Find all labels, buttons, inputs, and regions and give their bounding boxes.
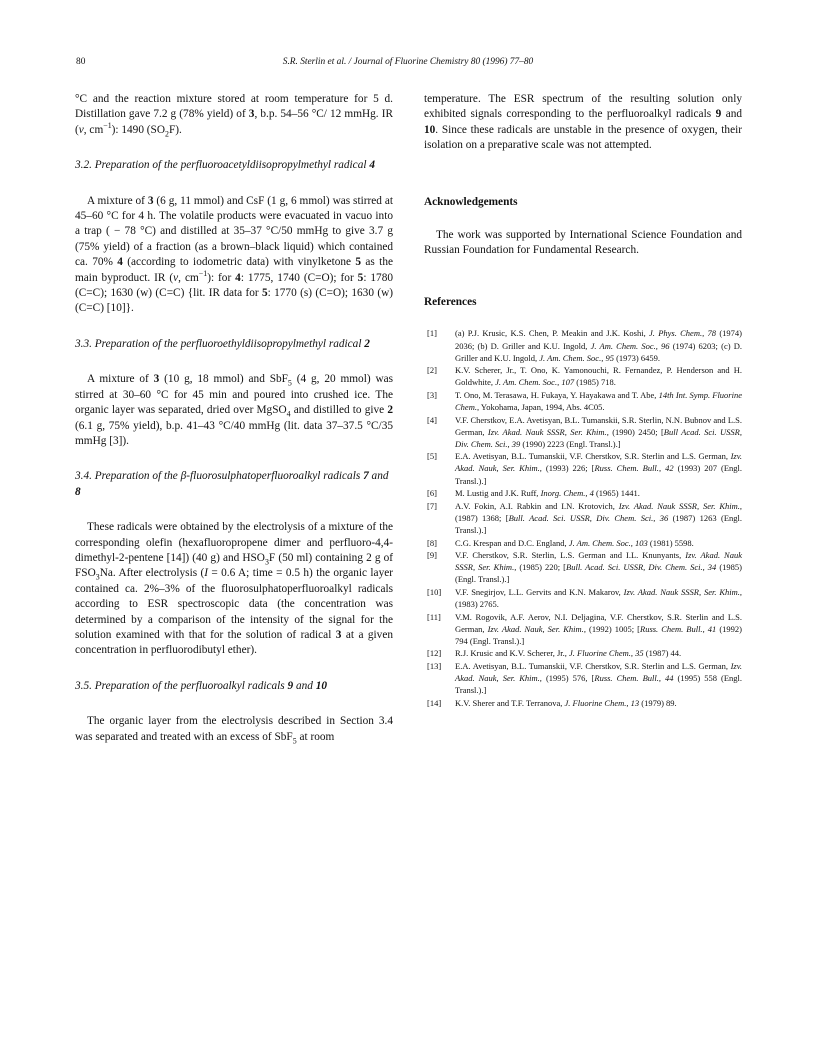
reference-text: C.G. Krespan and D.C. England, J. Am. Chem. Soc., 103 (1981) 5598. xyxy=(455,537,694,548)
running-head: S.R. Sterlin et al. / Journal of Fluorine Chemistry 80 (1996) 77–80 xyxy=(282,57,534,67)
reference-number: [7] xyxy=(427,500,437,511)
reference-text: V.F. Cherstkov, S.R. Sterlin, L.S. German and I.L. Knunyants, Izv. Akad. Nauk SSSR, Ser. Khim., (1985) 220; [Bull. Acad. Sci. USSR, Div. Chem. Sci., 34 (1985) (Engl. Transl.).] xyxy=(455,550,742,585)
reference-number: [8] xyxy=(427,537,437,548)
reference-text: K.V. Scherer, Jr., T. Ono, K. Yamonouchi, R. Fernandez, P. Henderson and H. Goldwhite, J. Am. Chem. Soc., 107 (1985) 718. xyxy=(455,365,742,388)
reference-text: (a) P.J. Krusic, K.S. Chen, P. Meakin and J.K. Koshi, J. Phys. Chem., 78 (1974) 2036; (b) D. Griller and K.U. Ingold, J. Am. Chem. Soc., 96 (1974) 6203; (c) D. Griller and K.U. Ingold, J. Am. Chem. Soc., 95 (1973) 6459. xyxy=(455,328,742,363)
reference-number: [12] xyxy=(427,648,442,659)
reference-item xyxy=(424,647,742,659)
continued-paragraph: temperature. The ESR spectrum of the resulting solution only exhibited signals corresponding to the perfluoroalkyl radicals 9 and 10. Since these radicals are unstable in the presence of oxygen, their isolation on a preparative scale was not attempted. xyxy=(424,93,743,152)
reference-text: V.F. Snegirjov, L.L. Gervits and K.N. Makarov, Izv. Akad. Nauk SSSR, Ser. Khim., (1983) 2765. xyxy=(455,586,742,609)
reference-number: [5] xyxy=(427,451,437,462)
reference-text: E.A. Avetisyan, B.L. Tumanskii, V.F. Cherstkov, S.R. Sterlin and L.S. German, Izv. Akad. Nauk, Ser. Khim., (1995) 576, [Russ. Chem. Bull., 44 (1995) 558 (Engl. Transl.).] xyxy=(455,660,743,696)
reference-text: R.J. Krusic and K.V. Scherer, Jr., J. Fluorine Chem., 35 (1987) 44. xyxy=(455,648,682,659)
reference-number: [13] xyxy=(427,660,442,671)
section-3-2-heading: 3.2. Preparation of the perfluoroacetyldiisopropylmethyl radical 4 xyxy=(75,159,375,172)
reference-text: M. Lustig and J.K. Ruff, Inorg. Chem., 4 (1965) 1441. xyxy=(455,488,640,499)
reference-text: A.V. Fokin, A.I. Rabkin and I.N. Krotovich, Izv. Akad. Nauk SSSR, Ser. Khim., (1987) 1368; [Bull. Acad. Sci. USSR, Div. Chem. Sci., 36 (1987) 1263 (Engl. Transl.).] xyxy=(455,500,743,535)
section-3-5-heading: 3.5. Preparation of the perfluoroalkyl radicals 9 and 10 xyxy=(75,679,328,692)
reference-text: V.M. Rogovik, A.F. Aerov, N.I. Deljagina, V.F. Cherstkov, S.R. Sterlin and L.S. German, Izv. Akad. Nauk, Ser. Khim., (1992) 1005; [Russ. Chem. Bull., 41 (1992) 794 (Engl. Transl.).] xyxy=(455,611,742,646)
reference-number: [11] xyxy=(427,611,441,622)
reference-item xyxy=(424,660,742,696)
left-column xyxy=(75,92,393,745)
reference-item xyxy=(424,389,742,413)
reference-number: [10] xyxy=(427,586,442,597)
intro-paragraph: °C and the reaction mixture stored at room temperature for 5 d. Distillation gave 7.2 g (78% yield) of 3, b.p. 54–56 °C/ 12 mmHg. IR (ν, $cm^{-1}$): 1490 $(SO_2F)$. xyxy=(75,93,393,139)
section-3-3-body: A mixture of 3 (10 g, 18 mmol) and SbF$_5$ (4 g, 20 mmol) was stirred at 30–60 °C for 45 min and poured into crushed ice. The organic layer was separated, dried over MgSO$_4$ and distilled to give 2 (6.1 g, 75% yield), b.p. 41–43 °C/40 mmHg (lit. data 37–37.5 °C/35 mmHg [3]). xyxy=(75,373,394,447)
right-column xyxy=(424,92,742,709)
reference-number: [14] xyxy=(427,697,442,708)
acknowledgements-heading: Acknowledgements xyxy=(424,195,518,208)
section-3-4-heading: 3.4. Preparation of the β-fluorosulphatoperfluoroalkyl radicals 7 and 8 xyxy=(75,470,389,498)
reference-item xyxy=(424,586,742,610)
reference-number: [4] xyxy=(427,414,437,425)
reference-number: [9] xyxy=(427,550,437,561)
page-number: 80 xyxy=(76,57,86,67)
reference-item xyxy=(424,697,742,709)
reference-item xyxy=(424,450,742,486)
reference-item xyxy=(424,537,742,549)
reference-item xyxy=(424,549,742,585)
reference-text: E.A. Avetisyan, B.L. Tumanskii, V.F. Cherstkov, S.R. Sterlin and L.S. German, Izv. Akad. Nauk, Ser. Khim., (1993) 226; [Russ. Chem. Bull., 42 (1993) 207 (Engl. Transl.).] xyxy=(455,451,743,486)
reference-text: V.F. Cherstkov, E.A. Avetisyan, B.L. Tumanskii, S.R. Sterlin, N.N. Bubnov and L.S. German, Izv. Akad. Nauk SSSR, Ser. Khim., (1990) 2450; [Bull Acad. Sci. USSR, Div. Chem. Sci., 39 (1990) 2223 (Engl. Transl.).] xyxy=(455,414,742,449)
references-heading: References xyxy=(424,296,477,309)
reference-item xyxy=(424,414,742,450)
reference-number: [1] xyxy=(427,328,437,339)
reference-number: [6] xyxy=(427,488,437,499)
reference-item xyxy=(424,487,742,499)
reference-list xyxy=(424,327,742,708)
acknowledgements-text: The work was supported by International Science Foundation and Russian Foundation for Fundamental Research. xyxy=(424,228,742,257)
reference-number: [3] xyxy=(427,389,437,400)
page-header xyxy=(76,57,740,73)
reference-item xyxy=(424,611,742,647)
section-3-2-body: A mixture of 3 (6 g, 11 mmol) and CsF (1 g, 6 mmol) was stirred at 45–60 °C for 4 h. The volatile products were evacuated in vacuo into a trap ( − 78 °C) and distilled at 35–37 °C/50 mmHg to give 3.7 g (75% yield) of a fraction (as a brown–black liquid) which contained ca. 70% 4 (according to iodometric data) with vinylketone 5 as the main byproduct. IR (ν, $cm^{-1}$): for 4: 1775, 1740 (C=O); for 5: 1780 (C=C); 1630 (w) (C=C) {lit. IR data for 5: 1770 (s) (C=O); 1630 (w) (C=C) [10]}. xyxy=(75,194,394,315)
section-3-5-body: The organic layer from the electrolysis described in Section 3.4 was separated and treated with an excess of SbF$_5$ at room xyxy=(75,715,393,745)
reference-item xyxy=(424,327,742,363)
section-3-3-heading: 3.3. Preparation of the perfluoroethyldiisopropylmethyl radical 2 xyxy=(75,337,370,350)
section-3-4-body: These radicals were obtained by the electrolysis of a mixture of the corresponding olefin (hexafluoropropene dimer and perfluoro-4,4-dimethyl-2-pentene [14]) (40 g) and $HSO_3F$ (50 ml) containing 2 g of $FSO_3Na$. After electrolysis (I = 0.6 A; time = 0.5 h) the organic layer contained ca. 2%–3% of the fluorosulphatoperfluoroalkyl radicals according to ESR spectroscopic data (the concentration was determined by a comparison of the intensity of the signal for the solution examined with that for the solution of radical 3 at a given concentration in perfluorodibutyl ether). xyxy=(75,521,393,657)
reference-item xyxy=(424,364,742,388)
reference-text: T. Ono, M. Terasawa, H. Fukaya, Y. Hayakawa and T. Abe, 14th Int. Symp. Fluorine Chem., Yokohama, Japan, 1994, Abs. 4C05. xyxy=(455,389,742,412)
reference-item xyxy=(424,500,742,536)
reference-number: [2] xyxy=(427,365,437,376)
reference-text: K.V. Sherer and T.F. Terranova, J. Fluorine Chem., 13 (1979) 89. xyxy=(455,697,677,708)
